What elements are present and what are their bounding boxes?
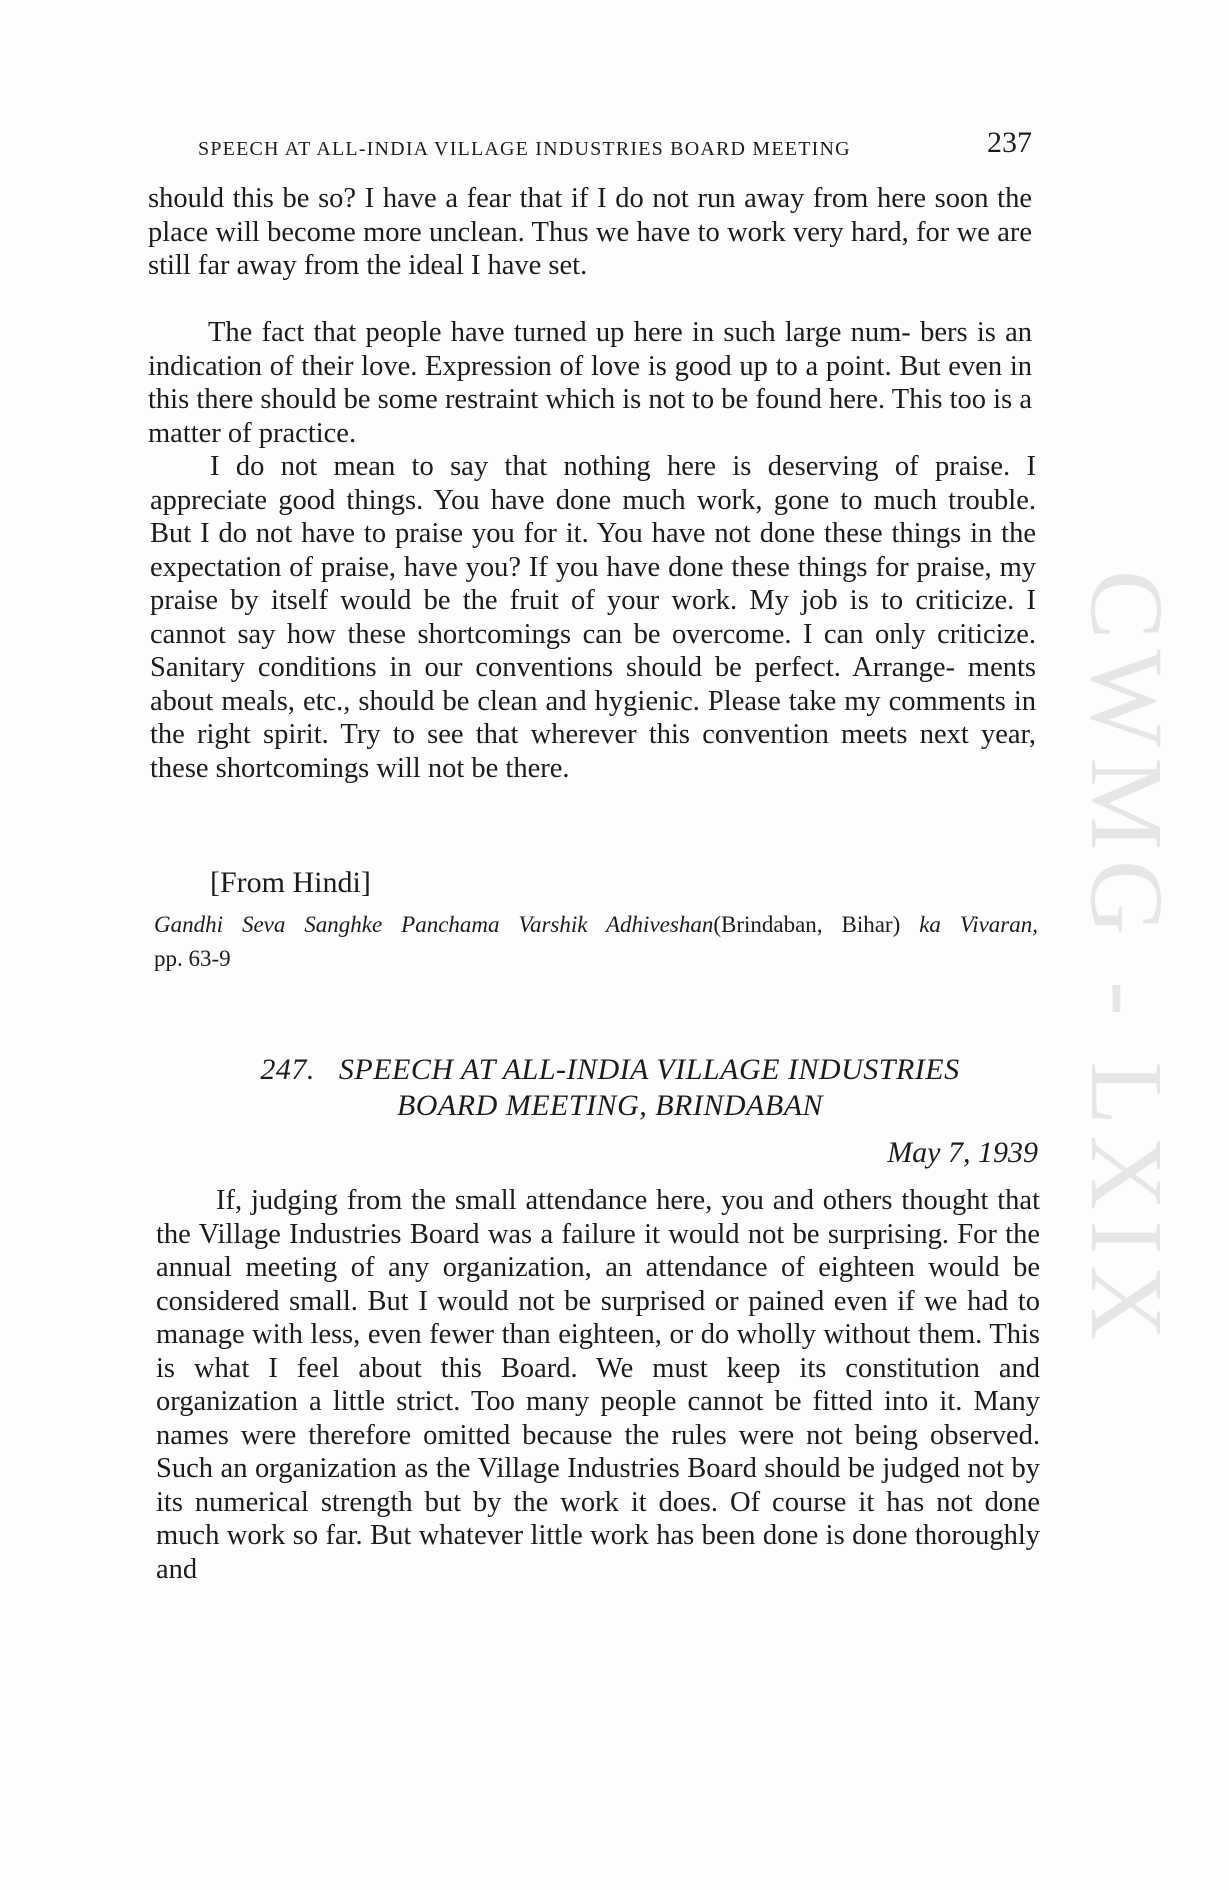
source-place: (Brindaban, Bihar) xyxy=(713,912,901,937)
running-head-title: SPEECH AT ALL-INDIA VILLAGE INDUSTRIES BOARD MEETING xyxy=(198,138,851,160)
speech-date: May 7, 1939 xyxy=(887,1136,1038,1169)
source-citation xyxy=(154,908,1038,942)
paragraph-text: should this be so? I have a fear that if I do not run away from here soon the place will become more unclean. Thus we have to work very hard, for we are still far away from the ideal I have set. xyxy=(148,183,1032,281)
paragraph-text: I do not mean to say that nothing here is deserving of praise. I appreciate good things. You have done much work, gone to much trouble. But I do not have to praise you for it. You have not done these things in the expectation of praise, have you? If you have done these things for praise, my praise by itself would be the fruit of your work. My job is to criticize. I cannot say how these shortcomings can be overcome. I can only criticize. Sanitary conditions in our conventions should be perfect. Arrange- ments about meals, etc., should be clean and hygienic. Please take my comments in the right spirit. Try to see that wherever this convention meets next year, these shortcomings will not be there. xyxy=(150,451,1036,784)
translation-note: [From Hindi] xyxy=(210,866,371,899)
paragraph-text: If, judging from the small attendance here, you and others thought that the Village Industries Board was a failure it would not be surprising. For the annual meeting of any organization, an attendance of eighteen would be considered small. But I would not be surprised or pained even if we had to manage with less, even fewer than eighteen, or do wholly without them. This is what I feel about this Board. We must keep its constitution and organization a little strict. Too many people cannot be fitted into it. Many names were therefore omitted because the rules were not being observed. Such an organization as the Village Industries Board should be judged not by its numerical strength but by the work it does. Of course it has not done much work so far. But whatever little work has been done is done thoroughly and xyxy=(156,1185,1040,1585)
section-heading xyxy=(200,1052,1020,1124)
watermark-text: CWMG - LXIX xyxy=(1069,569,1184,1351)
running-head xyxy=(198,126,1032,166)
paragraph xyxy=(156,1184,1040,1586)
section-heading-line-2: BOARD MEETING, BRINDABAN xyxy=(396,1089,824,1122)
paragraph-text: The fact that people have turned up here in such large num- bers is an indication of their love. Expression of love is good up to a point. But even in this there should be some restraint which is not to be found here. This too is a matter of practice. xyxy=(148,317,1032,449)
page-number: 237 xyxy=(987,126,1032,159)
continued-paragraph xyxy=(148,182,1032,283)
source-pages: pp. 63-9 xyxy=(154,946,231,971)
paragraph xyxy=(150,450,1036,785)
source-tail: ka Vivaran, xyxy=(919,912,1038,937)
source-title: Gandhi Seva Sanghke Panchama Varshik Adhiveshan xyxy=(154,912,714,937)
paragraph xyxy=(148,316,1032,450)
section-heading-text: SPEECH AT ALL-INDIA VILLAGE INDUSTRIES xyxy=(338,1053,960,1086)
watermark xyxy=(1038,470,1184,1450)
section-heading-line-1 xyxy=(200,1052,1020,1088)
section-number: 247. xyxy=(260,1053,315,1086)
